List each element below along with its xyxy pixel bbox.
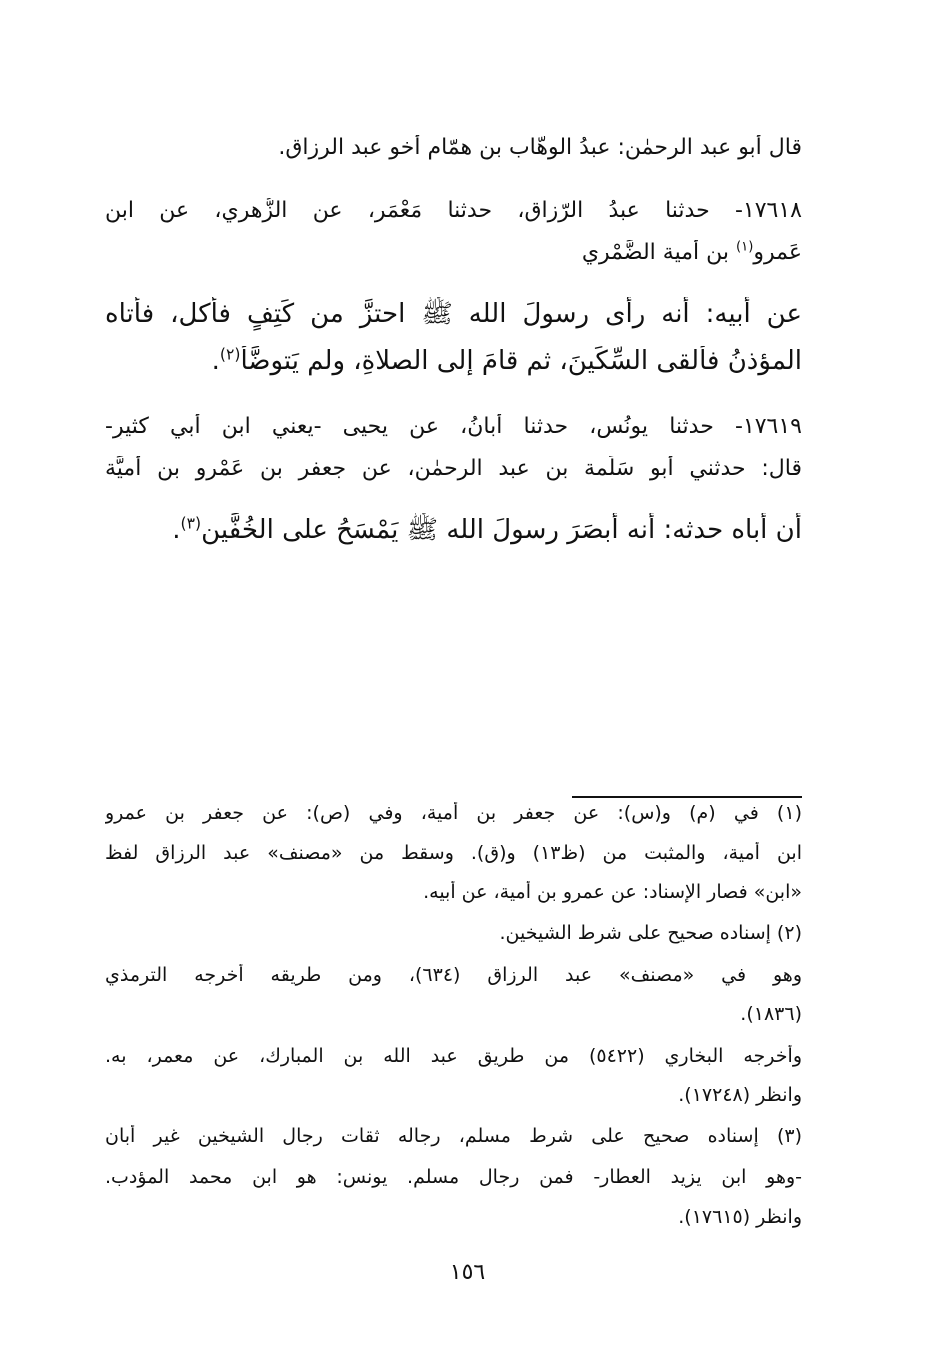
hadith-17618-isnad-line-2 bbox=[105, 240, 802, 265]
footnote-1-line-1: (١) في (م) و(س): عن جعفر بن أمية، وفي (ص): عن جعفر بن عمرو bbox=[105, 802, 802, 824]
footnote-2-line-2: وهو في «مصنف» عبد الرزاق (٦٣٤)، ومن طريقه أخرجه الترمذي bbox=[105, 964, 802, 986]
hadith-17619-isnad-line-2: قال: حدثني أبو سَلَمة بن عبد الرحمٰن، عن جعفر بن عَمْرو بن أُميَّة bbox=[105, 456, 802, 481]
hadith-17618-isnad-line-1: ١٧٦١٨- حدثنا عبدُ الرّزاق، حدثنا مَعْمَر، عن الزُّهري، عن ابن bbox=[105, 198, 802, 223]
footnote-ref-1[interactable]: (١) bbox=[735, 240, 754, 255]
hadith-17619-matn-line-1 bbox=[105, 513, 802, 551]
matn-end: . bbox=[172, 515, 181, 545]
footnote-1-line-3: «ابن» فصار الإسناد: عن عمرو بن أمية، عن أبيه. bbox=[423, 881, 802, 903]
footnote-3-line-2: -وهو ابن يزيد العطار- فمن رجال مسلم. يونس: هو ابن محمد المؤدب. bbox=[105, 1166, 802, 1188]
page-number: ١٥٦ bbox=[449, 1260, 486, 1285]
footnote-ref-3[interactable]: (٣) bbox=[180, 514, 202, 533]
footnote-2-line-4: وأخرجه البخاري (٥٤٢٢) من طريق عبد الله بن المبارك، عن معمر، به. bbox=[105, 1045, 802, 1067]
matn-text: أن أباه حدثه: أنه أَبصَرَ رسولَ الله ﷺ يَمْسَحُ على الخُفَّين bbox=[201, 515, 802, 545]
footnote-3-line-3: وانظر (١٧٦١٥). bbox=[678, 1206, 802, 1228]
isnad-text: بن أُمية الضَّمْري bbox=[581, 240, 736, 265]
footnote-2-line-3: (١٨٣٦). bbox=[740, 1003, 802, 1025]
hadith-17619-isnad-line-1: ١٧٦١٩- حدثنا يونُس، حدثنا أَبانُ، عن يحيى -يعني ابن أبي كثيرٍ- bbox=[105, 414, 802, 439]
matn-text: المؤذنُ فألقى السِّكِّينَ، ثم قامَ إلى الصلاةِ، ولم يَتوضَّأْ bbox=[240, 346, 802, 376]
isnad-text: عَمرو bbox=[753, 240, 802, 265]
footnote-1-line-2: ابن أمية، والمثبت من (ظ١٣) و(ق). وسقط من «مصنف» عبد الرزاق لفظ bbox=[105, 842, 802, 864]
footnote-2-line-5: وانظر (١٧٢٤٨). bbox=[678, 1084, 802, 1106]
footnote-ref-2[interactable]: (٢) bbox=[219, 346, 241, 364]
footnote-2-line-1: (٢) إسناده صحيح على شرط الشيخين. bbox=[499, 922, 802, 944]
intro-line: قال أبو عبد الرحمٰن: عبدُ الوهّاب بن همّام أخو عبد الرزاق. bbox=[278, 135, 802, 160]
hadith-17618-matn-line-1: عن أبيه: أنه رأى رسولَ الله ﷺ احتزَّ من كَتِفٍ فأكل، فأتاه bbox=[105, 299, 802, 329]
footnote-3-line-1: (٣) إسناده صحيح على شرط مسلم، رجاله ثقات رجال الشيخين غير أبان bbox=[105, 1125, 802, 1147]
hadith-17618-matn-line-2 bbox=[105, 346, 802, 376]
footnote-divider bbox=[572, 796, 802, 798]
matn-end: . bbox=[211, 346, 220, 376]
